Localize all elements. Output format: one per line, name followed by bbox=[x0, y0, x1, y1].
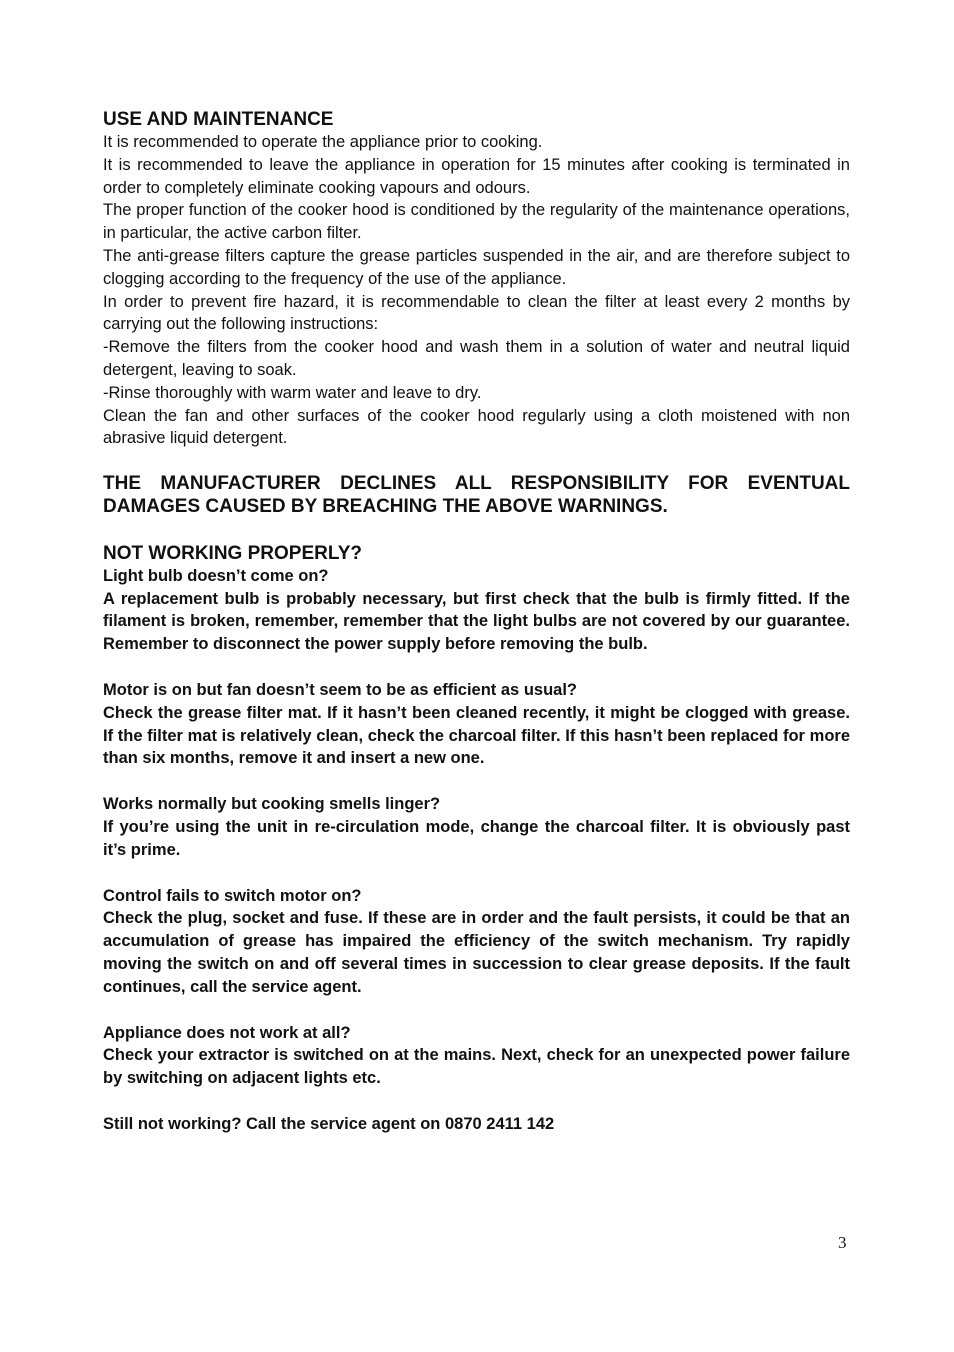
maintenance-paragraph: Clean the fan and other surfaces of the cooker hood regularly using a cloth moistened with non abrasive liquid detergent. bbox=[103, 406, 850, 448]
maintenance-paragraph: -Remove the filters from the cooker hood and wash them in a solution of water and neutral liquid detergent, leaving to soak. bbox=[103, 338, 850, 379]
troubleshooting-answer: If you’re using the unit in re-circulation mode, change the charcoal filter. It is obviously past it’s prime. bbox=[103, 817, 850, 859]
troubleshooting-question: Motor is on but fan doesn’t seem to be as efficient as usual? bbox=[103, 680, 577, 699]
use-and-maintenance-heading: USE AND MAINTENANCE bbox=[103, 109, 334, 130]
page-number: 3 bbox=[838, 1233, 847, 1252]
troubleshooting-item bbox=[103, 793, 850, 861]
troubleshooting-question: Control fails to switch motor on? bbox=[103, 886, 362, 905]
use-and-maintenance-body bbox=[103, 131, 850, 450]
troubleshooting-answer: Check the grease filter mat. If it hasn’t been cleaned recently, it might be clogged with grease. If the filter mat is relatively clean, check the charcoal filter. If this hasn’t been replaced for more than six months, remove it and insert a new one. bbox=[103, 703, 850, 768]
service-agent-line: Still not working? Call the service agent on 0870 2411 142 bbox=[103, 1114, 555, 1133]
troubleshooting-item bbox=[103, 679, 850, 770]
not-working-heading: NOT WORKING PROPERLY? bbox=[103, 542, 362, 564]
troubleshooting-question: Appliance does not work at all? bbox=[103, 1023, 351, 1042]
troubleshooting-answer: Check your extractor is switched on at the mains. Next, check for an unexpected power failure by switching on adjacent lights etc. bbox=[103, 1046, 850, 1088]
troubleshooting-item bbox=[103, 1022, 850, 1090]
troubleshooting-question: Works normally but cooking smells linger? bbox=[103, 795, 441, 814]
maintenance-paragraph: The proper function of the cooker hood is conditioned by the regularity of the maintenance operations, in particular, the active carbon filter. bbox=[103, 201, 850, 243]
troubleshooting-item bbox=[103, 885, 850, 999]
manufacturer-warning: THE MANUFACTURER DECLINES ALL RESPONSIBILITY FOR EVENTUAL DAMAGES CAUSED BY BREACHING THE ABOVE WARNINGS. bbox=[103, 473, 850, 517]
maintenance-paragraph: -Rinse thoroughly with warm water and leave to dry. bbox=[103, 383, 482, 402]
troubleshooting-item bbox=[103, 565, 850, 656]
troubleshooting-answer: Check the plug, socket and fuse. If these are in order and the fault persists, it could be that an accumulation of grease has impaired the efficiency of the switch mechanism. Try rapidly moving the switch on and off several times in succession to clear grease deposits. If the fault continues, call the service agent. bbox=[103, 909, 850, 996]
document-page bbox=[103, 108, 850, 1136]
maintenance-paragraph: The anti-grease filters capture the grease particles suspended in the air, and are therefore subject to clogging according to the frequency of the use of the appliance. bbox=[103, 246, 850, 288]
maintenance-paragraph: It is recommended to operate the appliance prior to cooking. bbox=[103, 133, 543, 151]
troubleshooting-question: Light bulb doesn’t come on? bbox=[103, 566, 329, 585]
troubleshooting-answer: A replacement bulb is probably necessary, but first check that the bulb is firmly fitted. If the filament is broken, remember, remember that the light bulbs are not covered by our guarantee. Remember to disconnect the power supply before removing the bulb. bbox=[103, 589, 850, 654]
maintenance-paragraph: In order to prevent fire hazard, it is recommendable to clean the filter at least every 2 months by carrying out the following instructions: bbox=[103, 292, 850, 334]
maintenance-paragraph: It is recommended to leave the appliance in operation for 15 minutes after cooking is terminated in order to completely eliminate cooking vapours and odours. bbox=[103, 155, 850, 197]
